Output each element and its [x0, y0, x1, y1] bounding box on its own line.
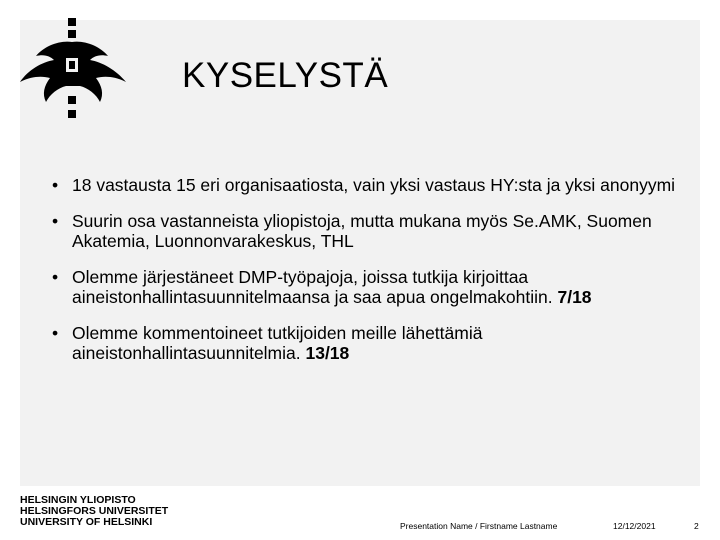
bullet-item [52, 267, 692, 307]
bullet-list [52, 175, 692, 379]
bullet-dot: • [52, 211, 59, 231]
university-logo-icon [14, 16, 134, 122]
bullet-dot: • [52, 267, 59, 287]
bullet-text: Suurin osa vastanneista yliopistoja, mutta mukana myös Se.AMK, Suomen Akatemia, Luonnonvarakeskus, THL [72, 211, 652, 251]
bullet-count: 13/18 [305, 343, 350, 363]
bullet-count: 7/18 [557, 287, 592, 307]
bullet-dot: • [52, 323, 59, 343]
bullet-item [52, 211, 692, 251]
bullet-dot: • [52, 175, 59, 195]
university-name-en: UNIVERSITY OF HELSINKI [20, 516, 153, 528]
university-name-sv: HELSINGFORS UNIVERSITET [20, 505, 169, 517]
bullet-text: 18 vastausta 15 eri organisaatiosta, vain yksi vastaus HY:sta ja yksi anonyymi [72, 175, 676, 195]
slide-title: KYSELYSTÄ [182, 56, 389, 95]
university-name [20, 495, 168, 528]
university-name-fi: HELSINGIN YLIOPISTO [20, 494, 136, 506]
bullet-item [52, 323, 692, 363]
bullet-item [52, 175, 692, 195]
footer-page-number: 2 [694, 521, 699, 531]
bullet-text: Olemme kommentoineet tutkijoiden meille lähettämiä aineistonhallintasuunnitelmia. [72, 323, 483, 363]
bullet-text: Olemme järjestäneet DMP-työpajoja, joissa tutkija kirjoittaa aineistonhallintasuunnitelmaansa ja saa apua ongelmakohtiin. [72, 267, 558, 307]
footer-date: 12/12/2021 [613, 521, 656, 531]
footer-presenter: Presentation Name / Firstname Lastname [400, 521, 558, 531]
